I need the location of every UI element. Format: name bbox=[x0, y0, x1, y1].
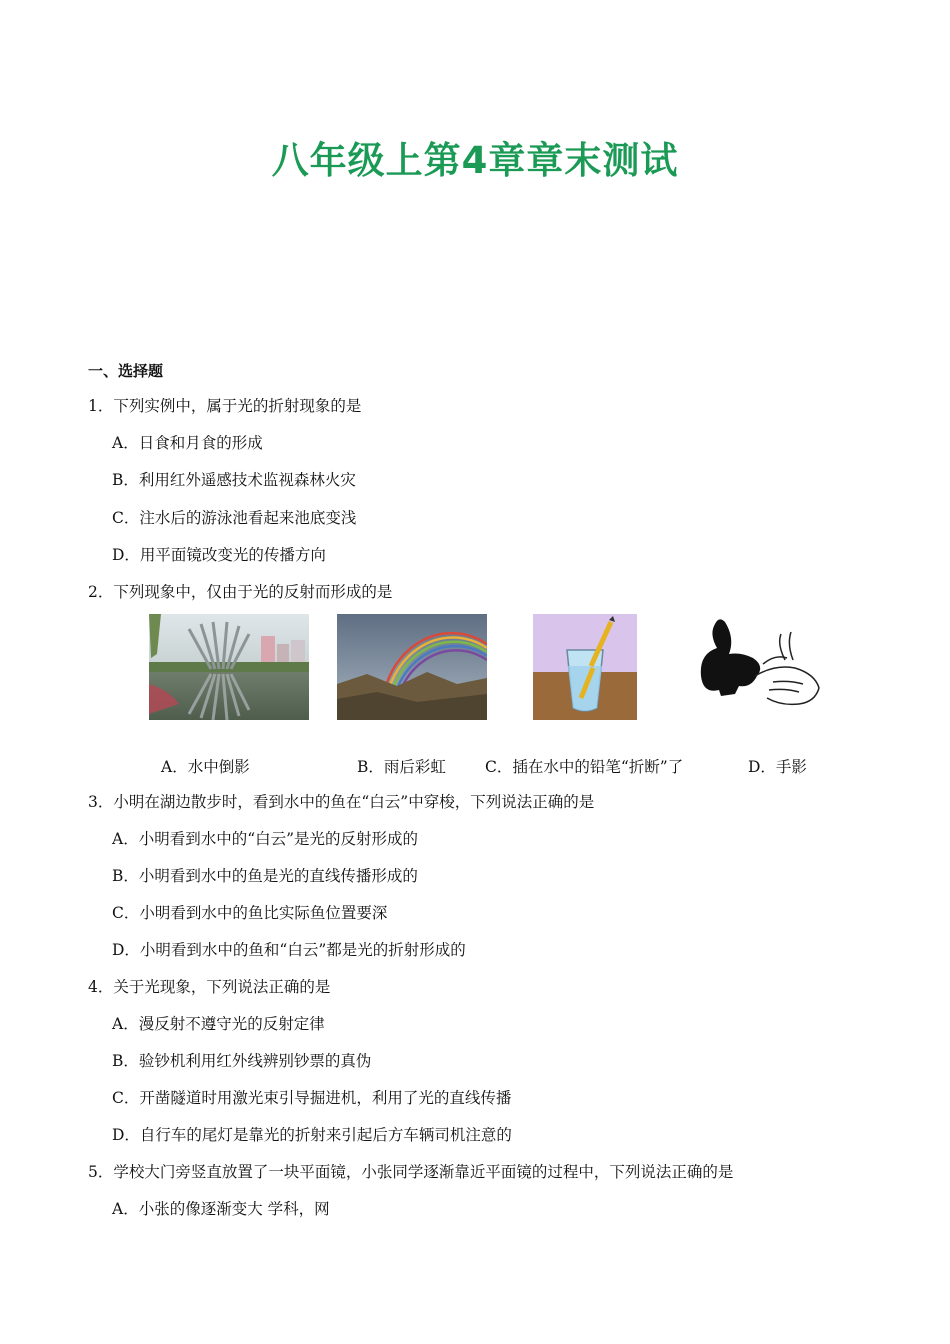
page-title: 八年级上第4章章末测试 bbox=[271, 139, 679, 182]
question-4-option-a: A．漫反射不遵守光的反射定律 bbox=[112, 1015, 325, 1033]
question-2-caption-b: B．雨后彩虹 bbox=[357, 758, 446, 776]
rainbow-photo bbox=[337, 614, 487, 720]
question-2-caption-d: D．手影 bbox=[748, 758, 807, 776]
question-1-option-a: A．日食和月食的形成 bbox=[112, 434, 263, 452]
pencil-in-water-illustration bbox=[533, 614, 637, 720]
question-2-stem: 2．下列现象中，仅由于光的反射而形成的是 bbox=[88, 583, 393, 601]
question-4-option-c: C．开凿隧道时用激光束引导掘进机，利用了光的直线传播 bbox=[112, 1089, 512, 1107]
section-heading: 一、选择题 bbox=[88, 362, 164, 380]
question-1-option-c: C．注水后的游泳池看起来池底变浅 bbox=[112, 509, 357, 527]
question-4-option-b: B．验钞机利用红外线辨别钞票的真伪 bbox=[112, 1052, 372, 1070]
reflection-photo bbox=[149, 614, 309, 720]
hand-shadow-illustration bbox=[695, 614, 825, 720]
question-5-option-a: A．小张的像逐渐变大 学科，网 bbox=[112, 1200, 330, 1218]
question-1-stem: 1．下列实例中，属于光的折射现象的是 bbox=[88, 397, 362, 415]
question-3-option-d: D．小明看到水中的鱼和“白云”都是光的折射形成的 bbox=[112, 941, 466, 959]
question-2-caption-a: A．水中倒影 bbox=[161, 758, 250, 776]
question-5-stem: 5．学校大门旁竖直放置了一块平面镜，小张同学逐渐靠近平面镜的过程中，下列说法正确的是 bbox=[88, 1163, 734, 1181]
question-1-option-d: D．用平面镜改变光的传播方向 bbox=[112, 546, 326, 564]
question-2-caption-c: C．插在水中的铅笔“折断”了 bbox=[485, 758, 684, 776]
question-1-option-b: B．利用红外遥感技术监视森林火灾 bbox=[112, 471, 356, 489]
question-3-option-a: A．小明看到水中的“白云”是光的反射形成的 bbox=[112, 830, 419, 848]
question-4-stem: 4．关于光现象，下列说法正确的是 bbox=[88, 978, 331, 996]
question-4-option-d: D．自行车的尾灯是靠光的折射来引起后方车辆司机注意的 bbox=[112, 1126, 512, 1144]
question-3-option-c: C．小明看到水中的鱼比实际鱼位置要深 bbox=[112, 904, 388, 922]
question-3-option-b: B．小明看到水中的鱼是光的直线传播形成的 bbox=[112, 867, 418, 885]
question-3-stem: 3．小明在湖边散步时，看到水中的鱼在“白云”中穿梭，下列说法正确的是 bbox=[88, 793, 595, 811]
